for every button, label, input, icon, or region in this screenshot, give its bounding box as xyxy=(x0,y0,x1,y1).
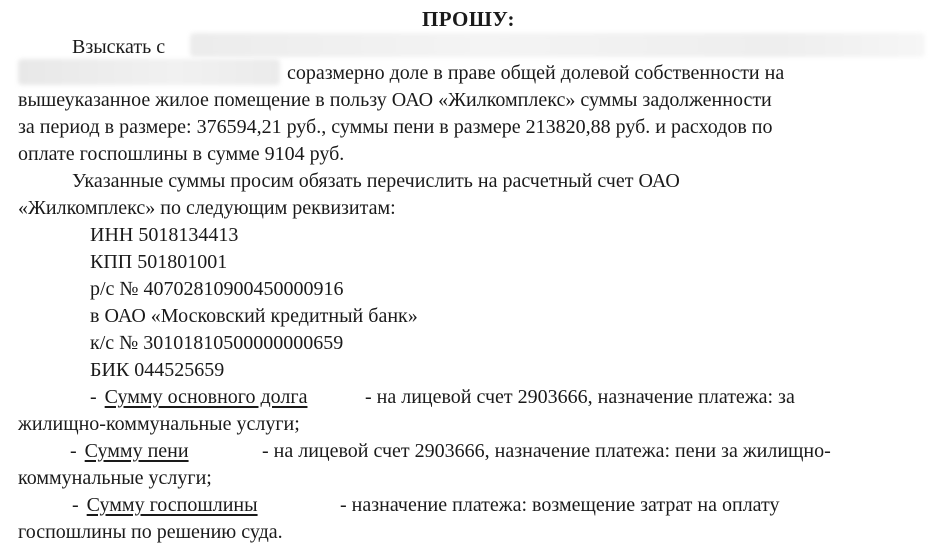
item1-rest: - на лицевой счет 2903666, назначение платежа: за xyxy=(365,386,795,408)
item2-line2: коммунальные услуги; xyxy=(18,467,212,489)
payment-item-2 xyxy=(70,438,910,465)
item3-dash: - xyxy=(72,494,79,516)
item3-rest: - назначение платежа: возмещение затрат на оплату xyxy=(340,494,780,516)
item3-line2: госпошлины по решению суда. xyxy=(18,521,283,543)
item1-label: Сумму основного долга xyxy=(104,386,308,408)
payment-item-3 xyxy=(72,492,910,519)
item1-line2: жилищно-коммунальные услуги; xyxy=(18,413,300,435)
item2-label: Сумму пени xyxy=(84,440,189,462)
redacted-name-block xyxy=(190,33,925,57)
para1-line2: соразмерно доле в праве общей долевой собственности на xyxy=(287,62,785,84)
requisite-account: р/с № 40702810900450000916 xyxy=(90,278,344,300)
para2-line2: «Жилкомплекс» по следующим реквизитам: xyxy=(18,197,396,219)
para1-line1: Взыскать с xyxy=(72,36,166,58)
requisite-bik: БИК 044525659 xyxy=(90,359,225,381)
item3-label: Сумму госпошлины xyxy=(86,494,258,516)
document-heading: ПРОШУ: xyxy=(421,7,516,31)
payment-item-1 xyxy=(90,384,910,411)
requisite-kpp: КПП 501801001 xyxy=(90,251,228,273)
requisite-bank: в ОАО «Московский кредитный банк» xyxy=(90,305,418,327)
para1-line5: оплате госпошлины в сумме 9104 руб. xyxy=(18,143,345,165)
para1-line4: за период в размере: 376594,21 руб., суммы пени в размере 213820,88 руб. и расходов по xyxy=(18,116,773,138)
item2-rest: - на лицевой счет 2903666, назначение платежа: пени за жилищно- xyxy=(262,440,831,462)
para1-line3: вышеуказанное жилое помещение в пользу ОАО «Жилкомплекс» суммы задолженности xyxy=(18,89,772,111)
requisite-corr-account: к/с № 30101810500000000659 xyxy=(90,332,344,354)
redacted-name-block-2 xyxy=(18,59,280,85)
item2-dash: - xyxy=(70,440,77,462)
requisite-inn: ИНН 5018134413 xyxy=(90,224,239,246)
para2-line1: Указанные суммы просим обязать перечислить на расчетный счет ОАО xyxy=(72,170,680,192)
item1-dash: - xyxy=(90,386,97,408)
